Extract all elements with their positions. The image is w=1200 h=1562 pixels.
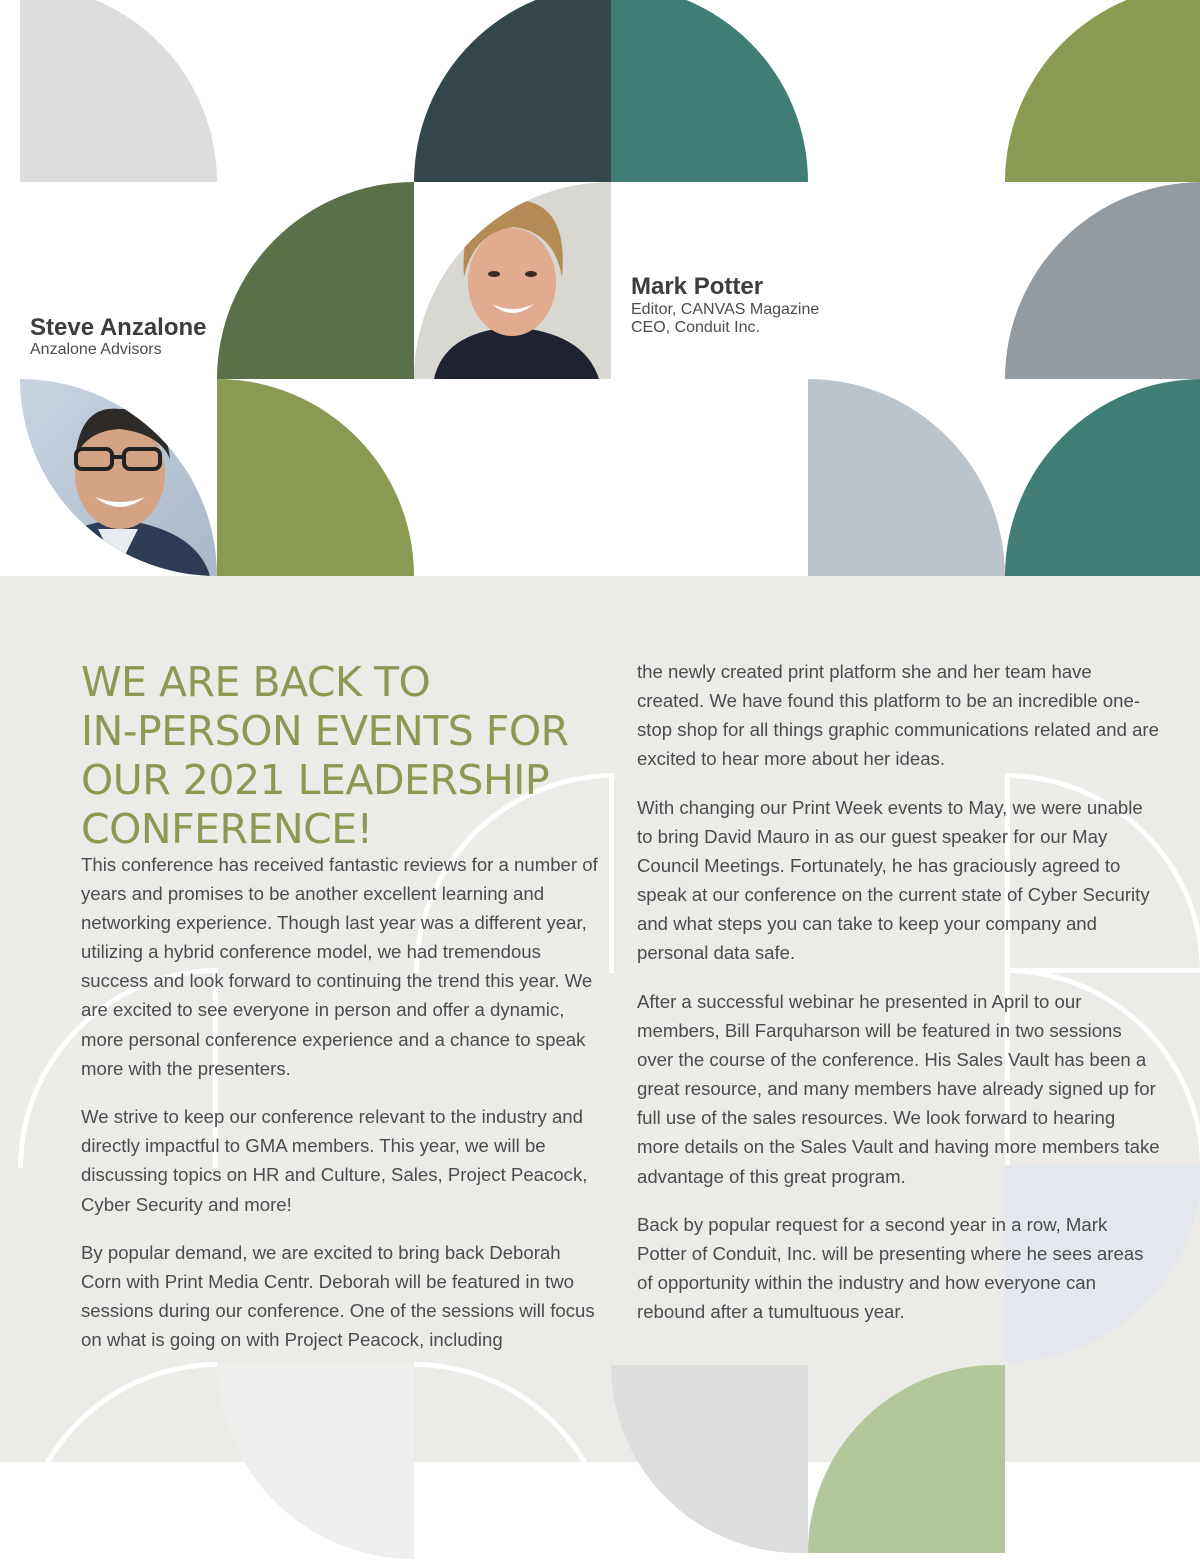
article-column-left [81, 850, 606, 1374]
decor-leaf-dark-green [217, 182, 414, 379]
paragraph: After a successful webinar he presented in April to our members, Bill Farquharson will be featured in two sessions over the course of the conference. His Sales Vault has been a great resource, and many members have already signed up for full use of the sales resources. We look forward to hearing more details on the Sales Vault and having more members take advantage of this great program. [637, 990, 1160, 1187]
paragraph: We strive to keep our conference relevant to the industry and directly impactful to GMA members. This year, we will be discussing topics on HR and Culture, Sales, Project Peacock, Cyber Security and more! [81, 1106, 588, 1215]
headline-line-1: WE ARE BACK TO [81, 658, 431, 706]
paragraph: Back by popular request for a second year in a row, Mark Potter of Conduit, Inc. will be presenting where he sees areas of opportunity within the industry and how everyone can rebound after a tumultuous year. [637, 1214, 1144, 1323]
steve-anzalone-company: Anzalone Advisors [30, 341, 162, 358]
decor-leaf-slate-gray [1005, 182, 1200, 379]
article-headline [81, 658, 601, 854]
mark-potter-role-1: Editor, CANVAS Magazine [631, 301, 820, 318]
mark-potter-name: Mark Potter [631, 273, 764, 300]
mark-potter-role-2: CEO, Conduit Inc. [631, 319, 760, 336]
decor-leaf-olive [217, 379, 414, 576]
paragraph: With changing our Print Week events to May, we were unable to bring David Mauro in as our guest speaker for our May Council Meetings. Fortunately, he has graciously agreed to speak at our conference on the current state of Cyber Security and what steps you can take to keep your company and personal data safe. [637, 796, 1150, 964]
headline-line-3: OUR 2021 LEADERSHIP [81, 756, 550, 804]
mark-potter-photo [414, 182, 611, 379]
decor-leaf-light-gray [20, 0, 217, 182]
steve-anzalone-photo [20, 379, 217, 576]
decor-leaf-pale-blue-gray [808, 379, 1005, 576]
headline-line-4: CONFERENCE! [81, 805, 373, 853]
decor-leaf-teal-right [1005, 379, 1200, 576]
steve-anzalone-name: Steve Anzalone [30, 314, 207, 341]
decor-leaf-bottom-gray [611, 1365, 808, 1553]
paragraph: This conference has received fantastic reviews for a number of years and promises to be another excellent learning and networking experience. Though last year was a different year, utilizing a hybrid conference model, we had tremendous success and look forward to continuing the trend this year. We are excited to see everyone in person and offer a dynamic, more personal conference experience and a chance to speak more with the presenters. [81, 854, 598, 1079]
headline-line-2: IN-PERSON EVENTS FOR [81, 707, 569, 755]
decor-leaf-olive-top-right [1005, 0, 1200, 182]
paragraph: By popular demand, we are excited to bring back Deborah Corn with Print Media Centr. Deborah will be featured in two sessions during our conference. One of the sessions will focus on what is going on with Project Peacock, including [81, 1242, 595, 1351]
article-column-right [637, 657, 1162, 1346]
decor-leaf-teal [611, 0, 808, 182]
decor-leaf-dark-teal [414, 0, 611, 182]
decor-leaf-bottom-light-1 [217, 1362, 414, 1559]
paragraph: the newly created print platform she and her team have created. We have found this platform to be an incredible one-stop shop for all things graphic communications related and are excited to hear more about her ideas. [637, 661, 1159, 770]
